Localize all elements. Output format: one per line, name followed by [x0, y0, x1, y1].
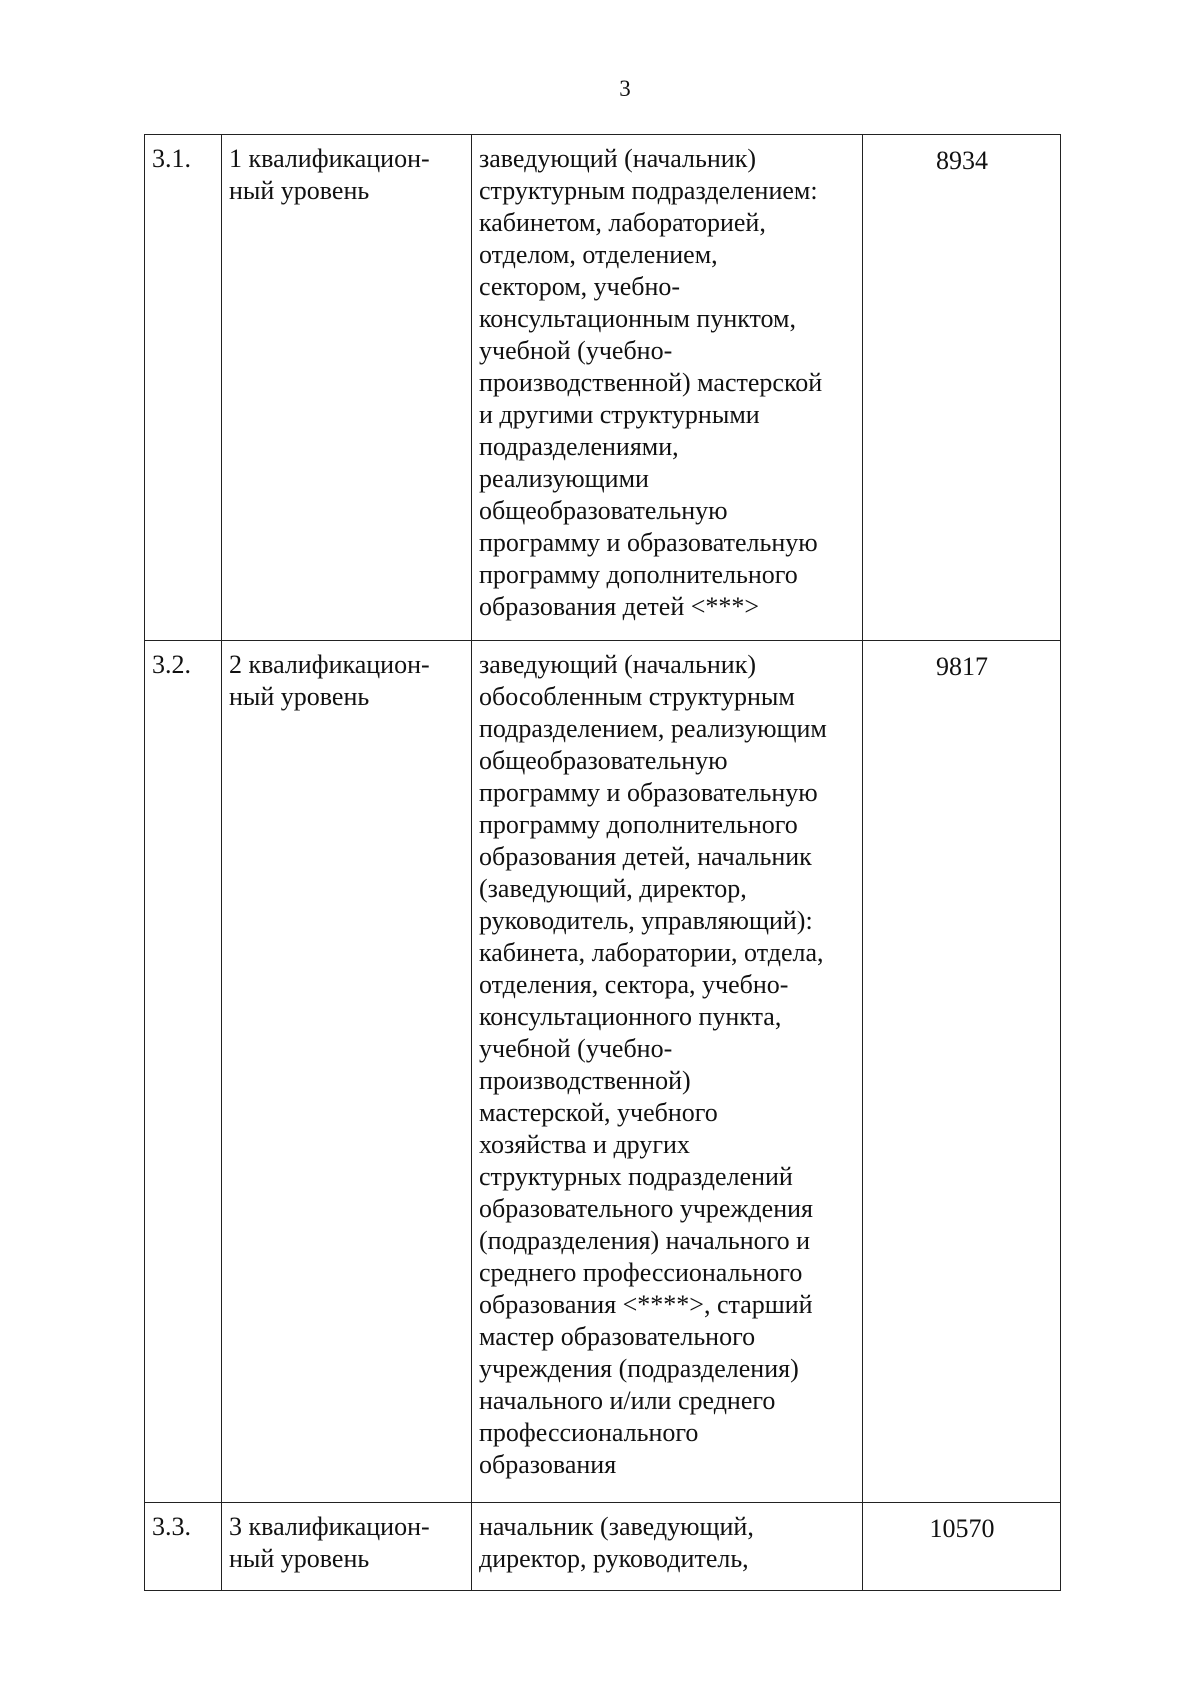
qualification-table	[144, 134, 1061, 1591]
table-row	[145, 641, 1061, 1503]
qualification-level-cell: 3 квалификацион- ный уровень	[222, 1503, 472, 1591]
positions-cell: заведующий (начальник) обособленным структурным подразделением, реализующим общеобразовательную программу и образовательную программу дополнительного образования детей, начальник (заведующий, директор, руководитель, управляющий): кабинета, лаборатории, отдела, отделения, сектора, учебно- консультационного пункта, учебной (учебно- производственной) мастерской, учебного хозяйства и других структурных подразделений образовательного учреждения (подразделения) начального и среднего профессионального образования <****>, старший мастер образовательного учреждения (подразделения) начального и/или среднего профессионального образования	[472, 641, 863, 1503]
positions-cell: заведующий (начальник) структурным подразделением: кабинетом, лабораторией, отделом, отделением, сектором, учебно- консультационным пунктом, учебной (учебно- производственной) мастерской и другими структурными подразделениями, реализующими общеобразовательную программу и образовательную программу дополнительного образования детей <***>	[472, 135, 863, 641]
row-number-cell: 3.2.	[145, 641, 222, 1503]
qualification-level-cell: 2 квалификацион- ный уровень	[222, 641, 472, 1503]
row-number-cell: 3.1.	[145, 135, 222, 641]
table-row	[145, 135, 1061, 641]
positions-cell: начальник (заведующий, директор, руководитель,	[472, 1503, 863, 1591]
amount-cell: 8934	[863, 135, 1061, 641]
amount-cell: 9817	[863, 641, 1061, 1503]
row-number-cell: 3.3.	[145, 1503, 222, 1591]
qualification-level-cell: 1 квалификацион- ный уровень	[222, 135, 472, 641]
amount-cell: 10570	[863, 1503, 1061, 1591]
table-row	[145, 1503, 1061, 1591]
page-number: 3	[619, 76, 631, 101]
